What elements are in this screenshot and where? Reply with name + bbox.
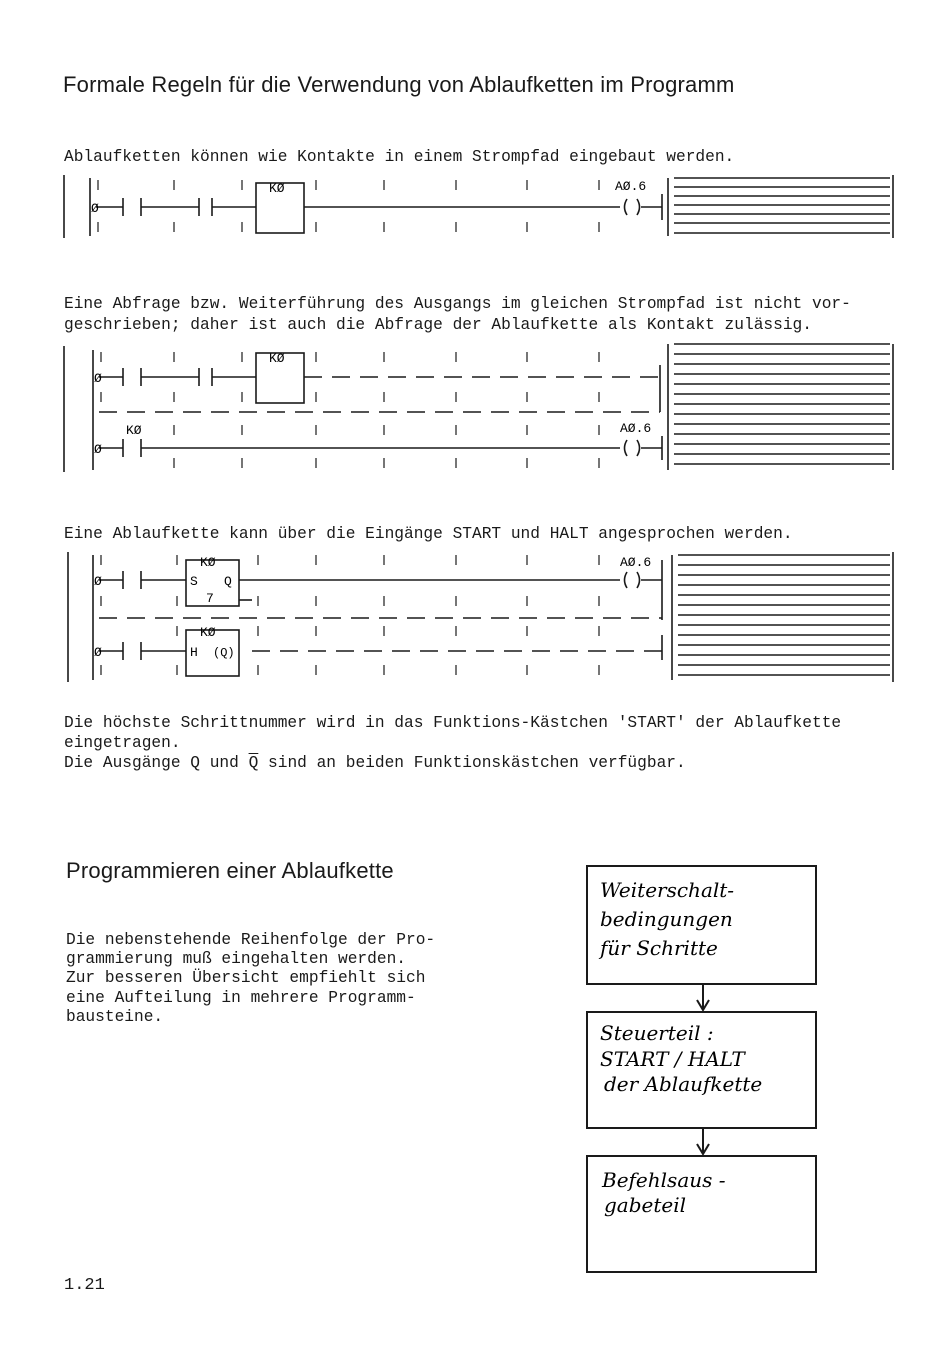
box1-line1: Weiterschalt- — [600, 878, 735, 902]
halt-h-label: H — [190, 645, 198, 660]
section-title-rules: Formale Regeln für die Verwendung von Ablaufketten im Programm — [63, 72, 735, 97]
box2-line3: der Ablaufkette — [604, 1072, 763, 1096]
para3-text: Eine Ablaufkette kann über die Eingänge START und HALT angesprochen werden. — [64, 525, 793, 543]
box3-line2: gabeteil — [604, 1193, 687, 1217]
halt-q-label: (Q) — [213, 646, 235, 660]
k0-contact-label: KØ — [126, 423, 142, 438]
box1-line3: für Schritte — [600, 936, 718, 960]
box3-line1: Befehlsaus - — [602, 1168, 726, 1192]
intro-text: Ablaufketten können wie Kontakte in einem Strompfad eingebaut werden. — [64, 148, 735, 166]
body-line4: eine Aufteilung in mehrere Programm- — [66, 989, 416, 1007]
box2-line1: Steuerteil : — [600, 1021, 714, 1045]
para2-line2: geschrieben; daher ist auch die Abfrage der Ablaufkette als Kontakt zulässig. — [64, 316, 812, 334]
body-line5: bausteine. — [66, 1008, 164, 1026]
body-line2: grammierung muß eingehalten werden. — [66, 950, 406, 968]
q-bar-symbol: $\overline{Q}$ — [248, 754, 259, 772]
para2-line1: Eine Abfrage bzw. Weiterführung des Ausgangs im gleichen Strompfad ist nicht vor- — [64, 295, 851, 313]
note-line3-end: sind an beiden Funktionskästchen verfügbar. — [258, 754, 686, 772]
k0-label-3a: KØ — [200, 555, 216, 570]
power-label-3a: Ø — [94, 574, 102, 589]
output-label-2: AØ.6 — [620, 421, 652, 436]
note-line3-start: Die Ausgänge Q und — [64, 754, 249, 772]
k0-label-3b: KØ — [200, 625, 216, 640]
k0-label-2a: KØ — [269, 351, 285, 366]
section-title-programming: Programmieren einer Ablaufkette — [66, 858, 394, 883]
box1-line2: bedingungen — [600, 907, 733, 931]
output-label: AØ.6 — [615, 179, 647, 194]
box2-line2: START / HALT — [600, 1047, 745, 1071]
body-line1: Die nebenstehende Reihenfolge der Pro- — [66, 931, 436, 949]
k0-label: KØ — [269, 181, 285, 196]
power-label-2b: Ø — [94, 442, 102, 457]
output-label-3: AØ.6 — [620, 555, 652, 570]
body-line3: Zur besseren Übersicht empfiehlt sich — [66, 969, 426, 987]
power-label-3b: Ø — [94, 645, 102, 660]
start-step-number: 7 — [206, 591, 214, 606]
note-line2: eingetragen. — [64, 734, 181, 752]
page-number: 1.21 — [64, 1276, 105, 1295]
note-line1: Die höchste Schrittnummer wird in das Funktions-Kästchen 'START' der Ablaufkette — [64, 714, 842, 732]
power-label-2a: Ø — [94, 371, 102, 386]
start-q-label: Q — [224, 574, 232, 589]
power-label: Ø — [91, 201, 99, 216]
start-s-label: S — [190, 574, 198, 589]
